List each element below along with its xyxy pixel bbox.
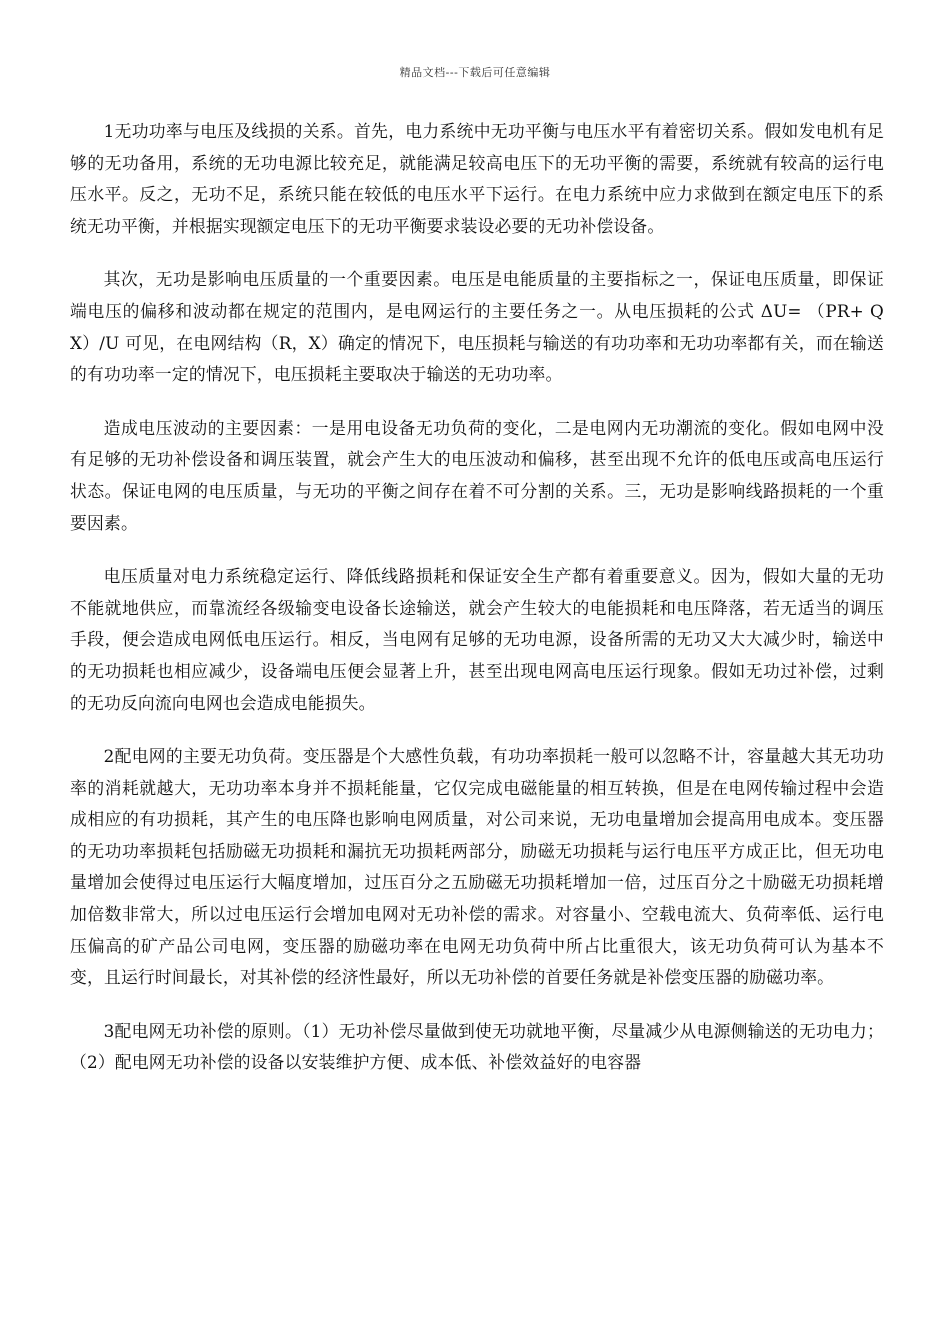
paragraph-voltage-quality: 其次，无功是影响电压质量的一个重要因素。电压是电能质量的主要指标之一，保证电压质量，即保证端电压的偏移和波动都在规定的范围内，是电网运行的主要任务之一。从电压损耗的公式 ΔU= （PR+ QX）/U 可见，在电网结构（R，X）确定的情况下，电压损耗与输送的有功功率和无功功率都有关，而在输送的有功功率一定的情况下，电压损耗主要取决于输送的无功功率。 — [70, 269, 884, 385]
paragraph-reactive-power-voltage-loss: 1无功功率与电压及线损的关系。首先，电力系统中无功平衡与电压水平有着密切关系。假如发电机有足够的无功备用，系统的无功电源比较充足，就能满足较高电压下的无功平衡的需要，系统就有较高的运行电压水平。反之，无功不足，系统只能在较低的电压水平下运行。在电力系统中应力求做到在额定电压下的系统无功平衡，并根据实现额定电压下的无功平衡要求装设必要的无功补偿设备。 — [70, 121, 884, 236]
paragraph-voltage-significance: 电压质量对电力系统稳定运行、降低线路损耗和保证安全生产都有着重要意义。因为，假如大量的无功不能就地供应，而靠流经各级输变电设备长途输送，就会产生较大的电能损耗和电压降落，若无适当的调压手段，便会造成电网低电压运行。相反，当电网有足够的无功电源，设备所需的无功又大大减少时，输送中的无功损耗也相应减少，设备端电压便会显著上升，甚至出现电网高电压运行现象。假如无功过补偿，过剩的无功反向流向电网也会造成电能损失。 — [70, 566, 884, 713]
paragraph-voltage-fluctuation: 造成电压波动的主要因素：一是用电设备无功负荷的变化，二是电网内无功潮流的变化。假如电网中没有足够的无功补偿设备和调压装置，就会产生大的电压波动和偏移，甚至出现不允许的低电压或高电压运行状态。保证电网的电压质量，与无功的平衡之间存在着不可分割的关系。三，无功是影响线路损耗的一个重要因素。 — [70, 417, 884, 533]
paragraph-compensation-principles: 3配电网无功补偿的原则。（1）无功补偿尽量做到使无功就地平衡，尽量减少从电源侧输送的无功电力；（2）配电网无功补偿的设备以安装维护方便、成本低、补偿效益好的电容器 — [70, 1020, 884, 1073]
page-header: 精品文档---下载后可任意编辑 — [399, 66, 551, 79]
paragraph-main-reactive-loads: 2配电网的主要无功负荷。变压器是个大感性负载，有功功率损耗一般可以忽略不计，容量越大其无功功率的消耗就越大，无功功率本身并不损耗能量，它仅完成电磁能量的相互转换，但是在电网传输过程中会造成相应的有功损耗，其产生的电压降也影响电网质量，对公司来说，无功电量增加会提高用电成本。变压器的无功功率损耗包括励磁无功损耗和漏抗无功损耗两部分，励磁无功损耗与运行电压平方成正比，但无功电量增加会使得过电压运行大幅度增加，过压百分之五励磁无功损耗增加一倍，过压百分之十励磁无功损耗增加倍数非常大，所以过电压运行会增加电网对无功补偿的需求。对容量小、空载电流大、负荷率低、运行电压偏高的矿产品公司电网，变压器的励磁功率在电网无功负荷中所占比重很大，该无功负荷可认为基本不变，且运行时间最长，对其补偿的经济性最好，所以无功补偿的首要任务就是补偿变压器的励磁功率。 — [70, 746, 884, 988]
document-body — [70, 116, 884, 1101]
